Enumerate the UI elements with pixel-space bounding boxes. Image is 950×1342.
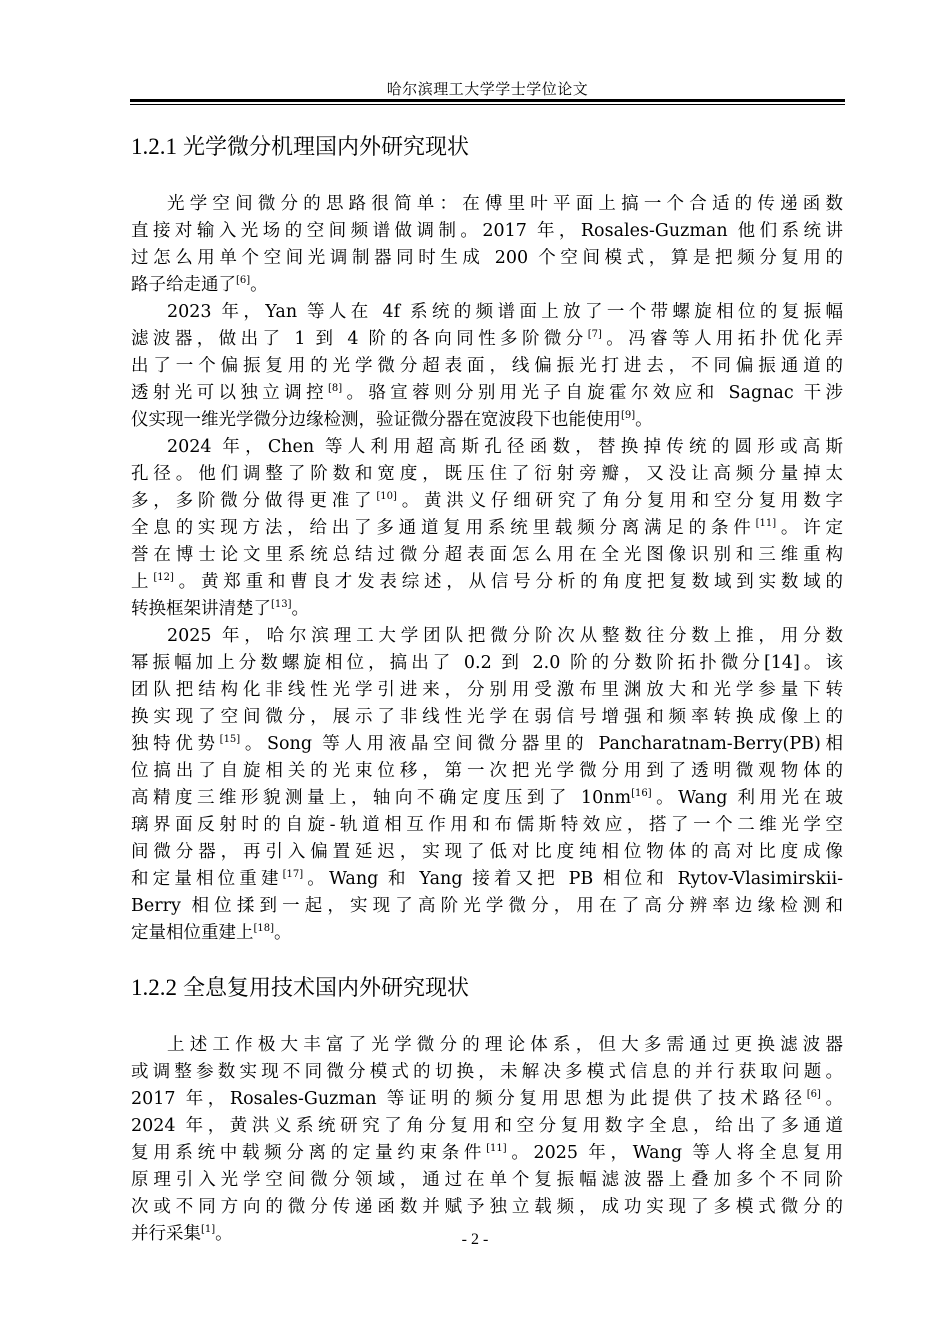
- page-number: - 2 -: [461, 1231, 489, 1248]
- line-text: 次或不同方向的微分传递函数并赋予独立载频，成功实现了多模式微分的: [131, 1197, 843, 1217]
- line-text: 原理引入光学空间微分领域，通过在单个复振幅滤波器上叠加多个不同阶: [131, 1170, 843, 1190]
- text-line: [131, 353, 843, 380]
- line-text: 誉在博士论文里系统总结过微分超表面怎么用在全光图像识别和三维重构: [131, 545, 843, 565]
- body-paragraph: [131, 191, 843, 299]
- line-text-after: 。骆宣蓉则分别用光子自旋霍尔效应和 Sagnac 干涉: [342, 383, 843, 403]
- line-text-after: 。冯睿等人用拓扑优化弄: [601, 329, 843, 349]
- text-line: [131, 758, 843, 785]
- citation-ref: [17]: [282, 869, 304, 881]
- line-text: 或调整参数实现不同微分模式的切换，未解决多模式信息的并行获取问题。: [131, 1062, 843, 1082]
- line-text-after: 。: [635, 410, 653, 430]
- line-text-after: 。Wang 和 Yang 接着又把 PB 相位和 Rytov-Vlasimirskii-: [303, 869, 843, 889]
- line-text: 位搞出了自旋相关的光束位移，第一次把光学微分用到了透明微观物体的: [131, 761, 843, 781]
- line-text-after: 。: [274, 923, 292, 943]
- citation-ref: [12]: [153, 572, 174, 584]
- section-heading: [131, 971, 843, 1006]
- text-line: [131, 1167, 843, 1194]
- body-paragraph: [131, 1032, 843, 1248]
- section-number: 1.2.1: [131, 134, 177, 159]
- body-paragraph: [131, 434, 843, 623]
- text-line: [131, 623, 843, 650]
- line-text: 全息的实现方法，给出了多通道复用系统里载频分离满足的条件: [131, 518, 756, 538]
- section-number: 1.2.2: [131, 975, 177, 1000]
- text-line: [131, 677, 843, 704]
- citation-ref: [8]: [327, 383, 343, 395]
- line-text-after: 。2025 年，Wang 等人将全息复用: [506, 1143, 843, 1163]
- text-line: [131, 542, 843, 569]
- text-line: [131, 839, 843, 866]
- line-text: 间微分器，再引入偏置延迟，实现了低对比度纯相位物体的高对比度成像: [131, 842, 843, 862]
- text-line: [131, 488, 843, 515]
- text-line: [131, 272, 843, 299]
- running-header: 哈尔滨理工大学学士学位论文: [386, 80, 589, 98]
- line-text: 路子给走通了: [131, 275, 236, 295]
- line-text-after: 。: [250, 275, 268, 295]
- line-text: 和定量相位重建: [131, 869, 283, 889]
- text-line: [131, 704, 843, 731]
- line-text: 过怎么用单个空间光调制器同时生成 200 个空间模式，算是把频分复用的: [131, 248, 843, 268]
- text-line: [131, 245, 843, 272]
- line-text: 定量相位重建上: [131, 923, 254, 943]
- line-text-after: 。Song 等人用液晶空间微分器里的 Pancharatnam-Berry(PB)相: [240, 734, 843, 754]
- citation-ref: [15]: [219, 734, 241, 746]
- citation-ref: [1]: [201, 1224, 216, 1236]
- text-line: [131, 731, 843, 758]
- body-content: [131, 130, 843, 1248]
- text-line: [131, 1059, 843, 1086]
- citation-ref: [16]: [631, 788, 652, 800]
- text-line: [131, 596, 843, 623]
- line-text: 2025 年，哈尔滨理工大学团队把微分阶次从整数往分数上推，用分数: [167, 626, 843, 646]
- text-line: [131, 326, 843, 353]
- text-line: [131, 1194, 843, 1221]
- line-text: 直接对输入光场的空间频谱做调制。2017 年，Rosales-Guzman 他们系统讲: [131, 221, 843, 241]
- line-text-after: 。: [215, 1224, 233, 1244]
- citation-ref: [6]: [236, 275, 251, 287]
- line-text: 璃界面反射时的自旋-轨道相互作用和布儒斯特效应，搭了一个二维光学空: [131, 815, 843, 835]
- text-line: [131, 218, 843, 245]
- line-text: 光学空间微分的思路很简单：在傅里叶平面上搞一个合适的传递函数: [167, 194, 843, 214]
- text-line: [131, 461, 843, 488]
- citation-ref: [13]: [271, 599, 292, 611]
- line-text: 高精度三维形貌测量上，轴向不确定度压到了 10nm: [131, 788, 632, 808]
- line-text: 2024 年，黄洪义系统研究了角分复用和空分复用数字全息，给出了多通道: [131, 1116, 843, 1136]
- text-line: [131, 812, 843, 839]
- line-text-after: 。黄洪义仔细研究了角分复用和空分复用数字: [396, 491, 843, 511]
- line-text: 出了一个偏振复用的光学微分超表面，线偏振光打进去，不同偏振通道的: [131, 356, 843, 376]
- text-line: [131, 380, 843, 407]
- text-line: [131, 434, 843, 461]
- section-title: 光学微分机理国内外研究现状: [183, 135, 470, 160]
- line-text: 幂振幅加上分数螺旋相位，搞出了 0.2 到 2.0 阶的分数阶拓扑微分[14]。该: [131, 653, 843, 673]
- text-line: [131, 650, 843, 677]
- line-text: 上述工作极大丰富了光学微分的理论体系，但大多需通过更换滤波器: [167, 1035, 843, 1055]
- citation-ref: [7]: [587, 329, 602, 341]
- line-text: 并行采集: [131, 1224, 201, 1244]
- line-text-after: 。Wang 利用光在玻: [651, 788, 844, 808]
- text-line: [131, 569, 843, 596]
- text-line: [131, 191, 843, 218]
- text-line: [131, 1032, 843, 1059]
- line-text: 透射光可以独立调控: [131, 383, 328, 403]
- line-text: 换实现了空间微分，展示了非线性光学在弱信号增强和频率转换成像上的: [131, 707, 843, 727]
- line-text: Berry 相位揉到一起，实现了高阶光学微分，用在了高分辨率边缘检测和: [131, 896, 843, 916]
- body-paragraph: [131, 299, 843, 434]
- line-text-after: 。许定: [776, 518, 844, 538]
- line-text: 上: [131, 572, 154, 592]
- header-rule-thin: [130, 104, 845, 105]
- citation-ref: [10]: [376, 491, 397, 503]
- section-heading: [131, 130, 843, 165]
- citation-ref: [11]: [755, 518, 777, 530]
- citation-ref: [9]: [621, 410, 636, 422]
- text-line: [131, 1113, 843, 1140]
- line-text: 2024 年，Chen 等人利用超高斯孔径函数，替换掉传统的圆形或高斯: [167, 437, 843, 457]
- line-text-after: 。黄郑重和曹良才发表综述，从信号分析的角度把复数域到实数域的: [173, 572, 844, 592]
- line-text-after: 。: [820, 1089, 844, 1109]
- text-line: [131, 515, 843, 542]
- section-title: 全息复用技术国内外研究现状: [183, 976, 470, 1001]
- citation-ref: [6]: [806, 1089, 821, 1101]
- line-text: 滤波器，做出了 1 到 4 阶的各向同性多阶微分: [131, 329, 588, 349]
- text-line: [131, 1140, 843, 1167]
- text-line: [131, 866, 843, 893]
- line-text: 仪实现一维光学微分边缘检测，验证微分器在宽波段下也能使用: [131, 410, 621, 430]
- line-text: 独特优势: [131, 734, 220, 754]
- text-line: [131, 299, 843, 326]
- line-text: 2017 年，Rosales-Guzman 等证明的频分复用思想为此提供了技术路径: [131, 1089, 807, 1109]
- line-text: 转换框架讲清楚了: [131, 599, 271, 619]
- text-line: [131, 1086, 843, 1113]
- text-line: [131, 893, 843, 920]
- line-text: 孔径。他们调整了阶数和宽度，既压住了衍射旁瓣，又没让高频分量掉太: [131, 464, 843, 484]
- line-text-after: 。: [291, 599, 310, 619]
- citation-ref: [11]: [486, 1143, 507, 1155]
- line-text: 多，多阶微分做得更准了: [131, 491, 377, 511]
- citation-ref: [18]: [253, 923, 275, 935]
- line-text: 2023 年，Yan 等人在 4f 系统的频谱面上放了一个带螺旋相位的复振幅: [167, 302, 843, 322]
- line-text: 团队把结构化非线性光学引进来，分别用受激布里渊放大和光学参量下转: [131, 680, 843, 700]
- text-line: [131, 407, 843, 434]
- body-paragraph: [131, 623, 843, 947]
- text-line: [131, 785, 843, 812]
- header-rule-thick: [130, 99, 845, 102]
- line-text: 复用系统中载频分离的定量约束条件: [131, 1143, 487, 1163]
- text-line: [131, 920, 843, 947]
